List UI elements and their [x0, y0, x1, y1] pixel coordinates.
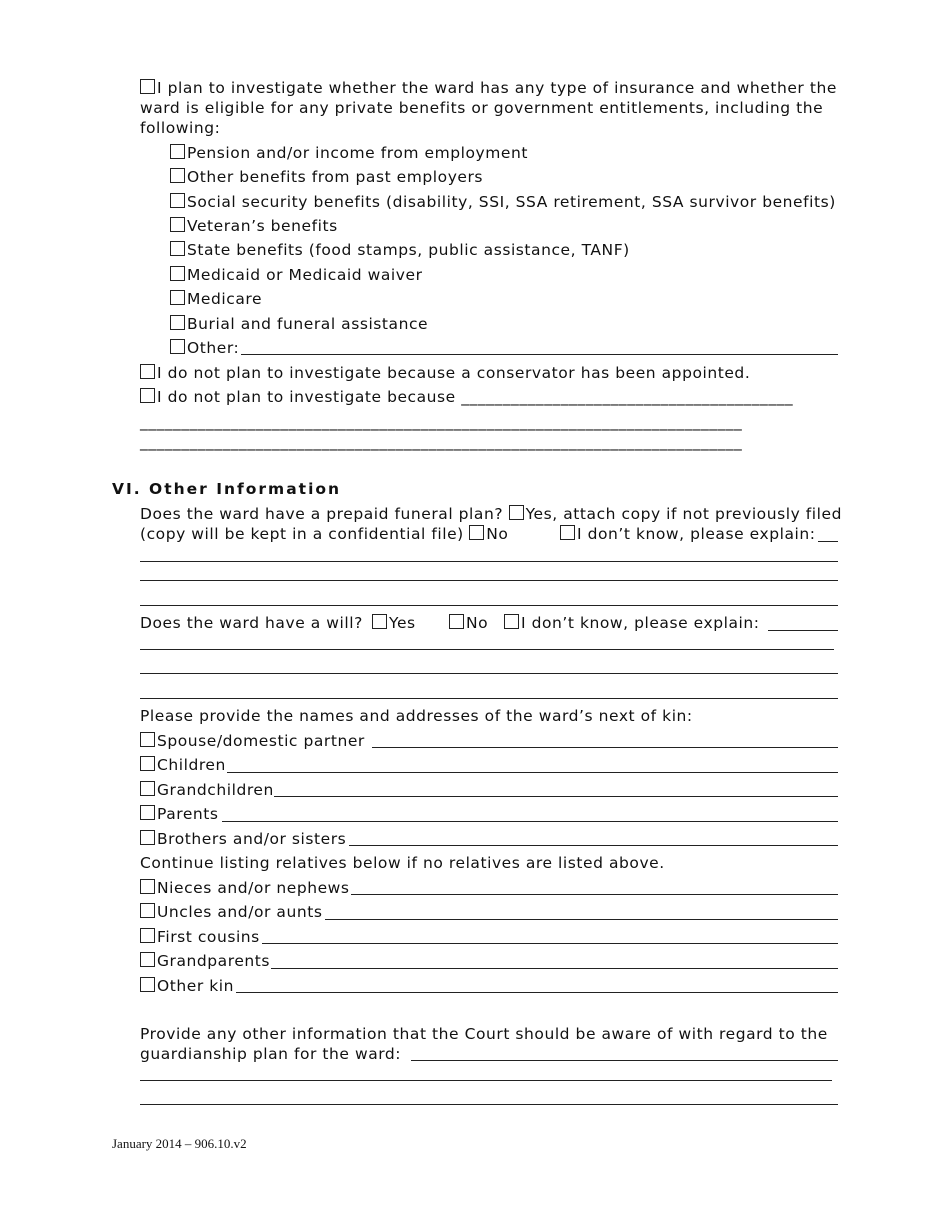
will-dont-know-label: I don’t know, please explain: — [521, 614, 760, 632]
funeral-no-checkbox[interactable] — [469, 525, 484, 540]
kin-checkbox[interactable] — [140, 732, 155, 747]
kin-parents-row — [140, 804, 219, 824]
will-no-checkbox[interactable] — [449, 614, 464, 629]
funeral-explain-line-3[interactable] — [140, 605, 838, 606]
kin-label: Spouse/domestic partner — [157, 732, 365, 750]
other-info-input[interactable] — [411, 1060, 838, 1061]
kin-cousins-row — [140, 927, 260, 947]
kin-other-row — [140, 976, 234, 996]
funeral-dont-know-option — [560, 524, 816, 544]
other-info-line2: guardianship plan for the ward: — [140, 1045, 402, 1063]
funeral-confidential-note: (copy will be kept in a confidential file) — [140, 525, 464, 543]
funeral-question: Does the ward have a prepaid funeral plan? — [140, 505, 504, 523]
kin-checkbox[interactable] — [140, 928, 155, 943]
kin-checkbox[interactable] — [140, 903, 155, 918]
benefit-checkbox[interactable] — [170, 315, 185, 330]
funeral-line2 — [140, 524, 508, 544]
benefit-label: Other: — [187, 339, 240, 357]
funeral-explain-line-2[interactable] — [140, 580, 838, 581]
benefit-checkbox[interactable] — [170, 290, 185, 305]
no-plan-conservator-label: I do not plan to investigate because a conservator has been appointed. — [157, 364, 751, 382]
kin-siblings-row — [140, 829, 346, 849]
other-info-line-2[interactable] — [140, 1104, 838, 1105]
kin-uncles-row — [140, 902, 322, 922]
no-plan-explain-line-2[interactable]: _________________________________________________________________________ — [140, 433, 743, 451]
kin-checkbox[interactable] — [140, 805, 155, 820]
will-no-option — [449, 613, 488, 633]
kin-checkbox[interactable] — [140, 756, 155, 771]
kin-spouse-input[interactable] — [372, 747, 838, 748]
kin-grandchildren-input[interactable] — [274, 796, 838, 797]
benefit-item-burial — [170, 314, 428, 334]
kin-label: First cousins — [157, 928, 260, 946]
no-plan-explain-line-1[interactable]: _________________________________________________________________________ — [140, 413, 743, 431]
will-dont-know-option — [504, 613, 760, 633]
will-no-label: No — [466, 614, 489, 632]
kin-uncles-input[interactable] — [325, 919, 838, 920]
benefit-checkbox[interactable] — [170, 266, 185, 281]
funeral-explain-line-1[interactable] — [140, 561, 838, 562]
will-explain-line-1[interactable] — [140, 649, 834, 650]
kin-nieces-row — [140, 878, 350, 898]
kin-label: Brothers and/or sisters — [157, 830, 347, 848]
no-plan-conservator-option — [140, 363, 750, 383]
kin-label: Other kin — [157, 977, 234, 995]
insurance-plan-line1: I plan to investigate whether the ward has any type of insurance and whether the — [157, 79, 837, 97]
benefit-label: State benefits (food stamps, public assistance, TANF) — [187, 241, 630, 259]
kin-label: Grandparents — [157, 952, 271, 970]
benefit-label: Medicare — [187, 290, 263, 308]
kin-checkbox[interactable] — [140, 952, 155, 967]
footer-form-id: January 2014 – 906.10.v2 — [112, 1136, 247, 1151]
benefit-item-pension — [170, 143, 528, 163]
kin-checkbox[interactable] — [140, 879, 155, 894]
kin-checkbox[interactable] — [140, 830, 155, 845]
kin-grandparents-row — [140, 951, 270, 971]
benefit-item-medicaid — [170, 265, 423, 285]
benefit-label: Other benefits from past employers — [187, 168, 484, 186]
benefit-checkbox[interactable] — [170, 193, 185, 208]
funeral-no-label: No — [486, 525, 509, 543]
section-title: VI. Other Information — [112, 480, 342, 498]
kin-grandchildren-row — [140, 780, 274, 800]
benefit-checkbox[interactable] — [170, 217, 185, 232]
kin-checkbox[interactable] — [140, 781, 155, 796]
benefit-checkbox[interactable] — [170, 144, 185, 159]
kin-continue-note: Continue listing relatives below if no relatives are listed above. — [140, 854, 665, 872]
benefit-checkbox[interactable] — [170, 241, 185, 256]
kin-spouse-row — [140, 731, 365, 751]
kin-label: Parents — [157, 805, 219, 823]
benefit-checkbox[interactable] — [170, 168, 185, 183]
will-explain-line-3[interactable] — [140, 698, 838, 699]
kin-siblings-input[interactable] — [349, 845, 838, 846]
kin-cousins-input[interactable] — [262, 943, 838, 944]
kin-other-input[interactable] — [236, 992, 838, 993]
benefit-item-veteran — [170, 216, 338, 236]
will-dont-know-checkbox[interactable] — [504, 614, 519, 629]
will-yes-label: Yes — [389, 614, 416, 632]
kin-label: Children — [157, 756, 226, 774]
benefit-label: Social security benefits (disability, SSI, SSA retirement, SSA survivor benefits) — [187, 193, 836, 211]
will-explain-input[interactable] — [768, 630, 838, 631]
kin-children-input[interactable] — [227, 772, 838, 773]
will-question: Does the ward have a will? — [140, 614, 363, 632]
no-plan-because-checkbox[interactable] — [140, 388, 155, 403]
funeral-yes-checkbox[interactable] — [509, 505, 524, 520]
kin-grandparents-input[interactable] — [271, 968, 838, 969]
kin-parents-input[interactable] — [222, 821, 838, 822]
benefit-item-past-employers — [170, 167, 483, 187]
funeral-question-row — [140, 504, 842, 524]
benefit-item-social-security — [170, 192, 836, 212]
kin-label: Uncles and/or aunts — [157, 903, 323, 921]
benefit-other-input[interactable] — [241, 354, 838, 355]
kin-children-row — [140, 755, 226, 775]
insurance-plan-line3: following: — [140, 119, 221, 137]
kin-label: Nieces and/or nephews — [157, 879, 350, 897]
insurance-plan-line2: ward is eligible for any private benefits or government entitlements, including the — [140, 99, 824, 117]
other-info-line-1[interactable] — [140, 1080, 832, 1081]
benefit-item-state — [170, 240, 630, 260]
will-yes-checkbox[interactable] — [372, 614, 387, 629]
kin-label: Grandchildren — [157, 781, 274, 799]
no-plan-because-label: I do not plan to investigate because ________________________________________ — [157, 388, 794, 406]
benefit-label: Veteran’s benefits — [187, 217, 338, 235]
no-plan-conservator-checkbox[interactable] — [140, 364, 155, 379]
other-info-line1: Provide any other information that the Court should be aware of with regard to the — [140, 1025, 828, 1043]
kin-intro: Please provide the names and addresses of the ward’s next of kin: — [140, 707, 693, 725]
funeral-dont-know-checkbox[interactable] — [560, 525, 575, 540]
kin-checkbox[interactable] — [140, 977, 155, 992]
benefit-item-medicare — [170, 289, 262, 309]
benefit-label: Pension and/or income from employment — [187, 144, 528, 162]
insurance-plan-option — [140, 78, 837, 98]
funeral-explain-input[interactable] — [818, 541, 838, 542]
no-plan-because-option — [140, 387, 793, 407]
benefit-item-other — [170, 338, 239, 358]
funeral-dont-know-label: I don’t know, please explain: — [577, 525, 816, 543]
will-explain-line-2[interactable] — [140, 673, 838, 674]
benefit-label: Burial and funeral assistance — [187, 315, 429, 333]
funeral-yes-label: Yes, attach copy if not previously filed — [525, 505, 842, 523]
insurance-plan-checkbox[interactable] — [140, 79, 155, 94]
kin-nieces-input[interactable] — [351, 894, 838, 895]
benefit-label: Medicaid or Medicaid waiver — [187, 266, 423, 284]
benefit-checkbox[interactable] — [170, 339, 185, 354]
will-yes-option — [372, 613, 416, 633]
